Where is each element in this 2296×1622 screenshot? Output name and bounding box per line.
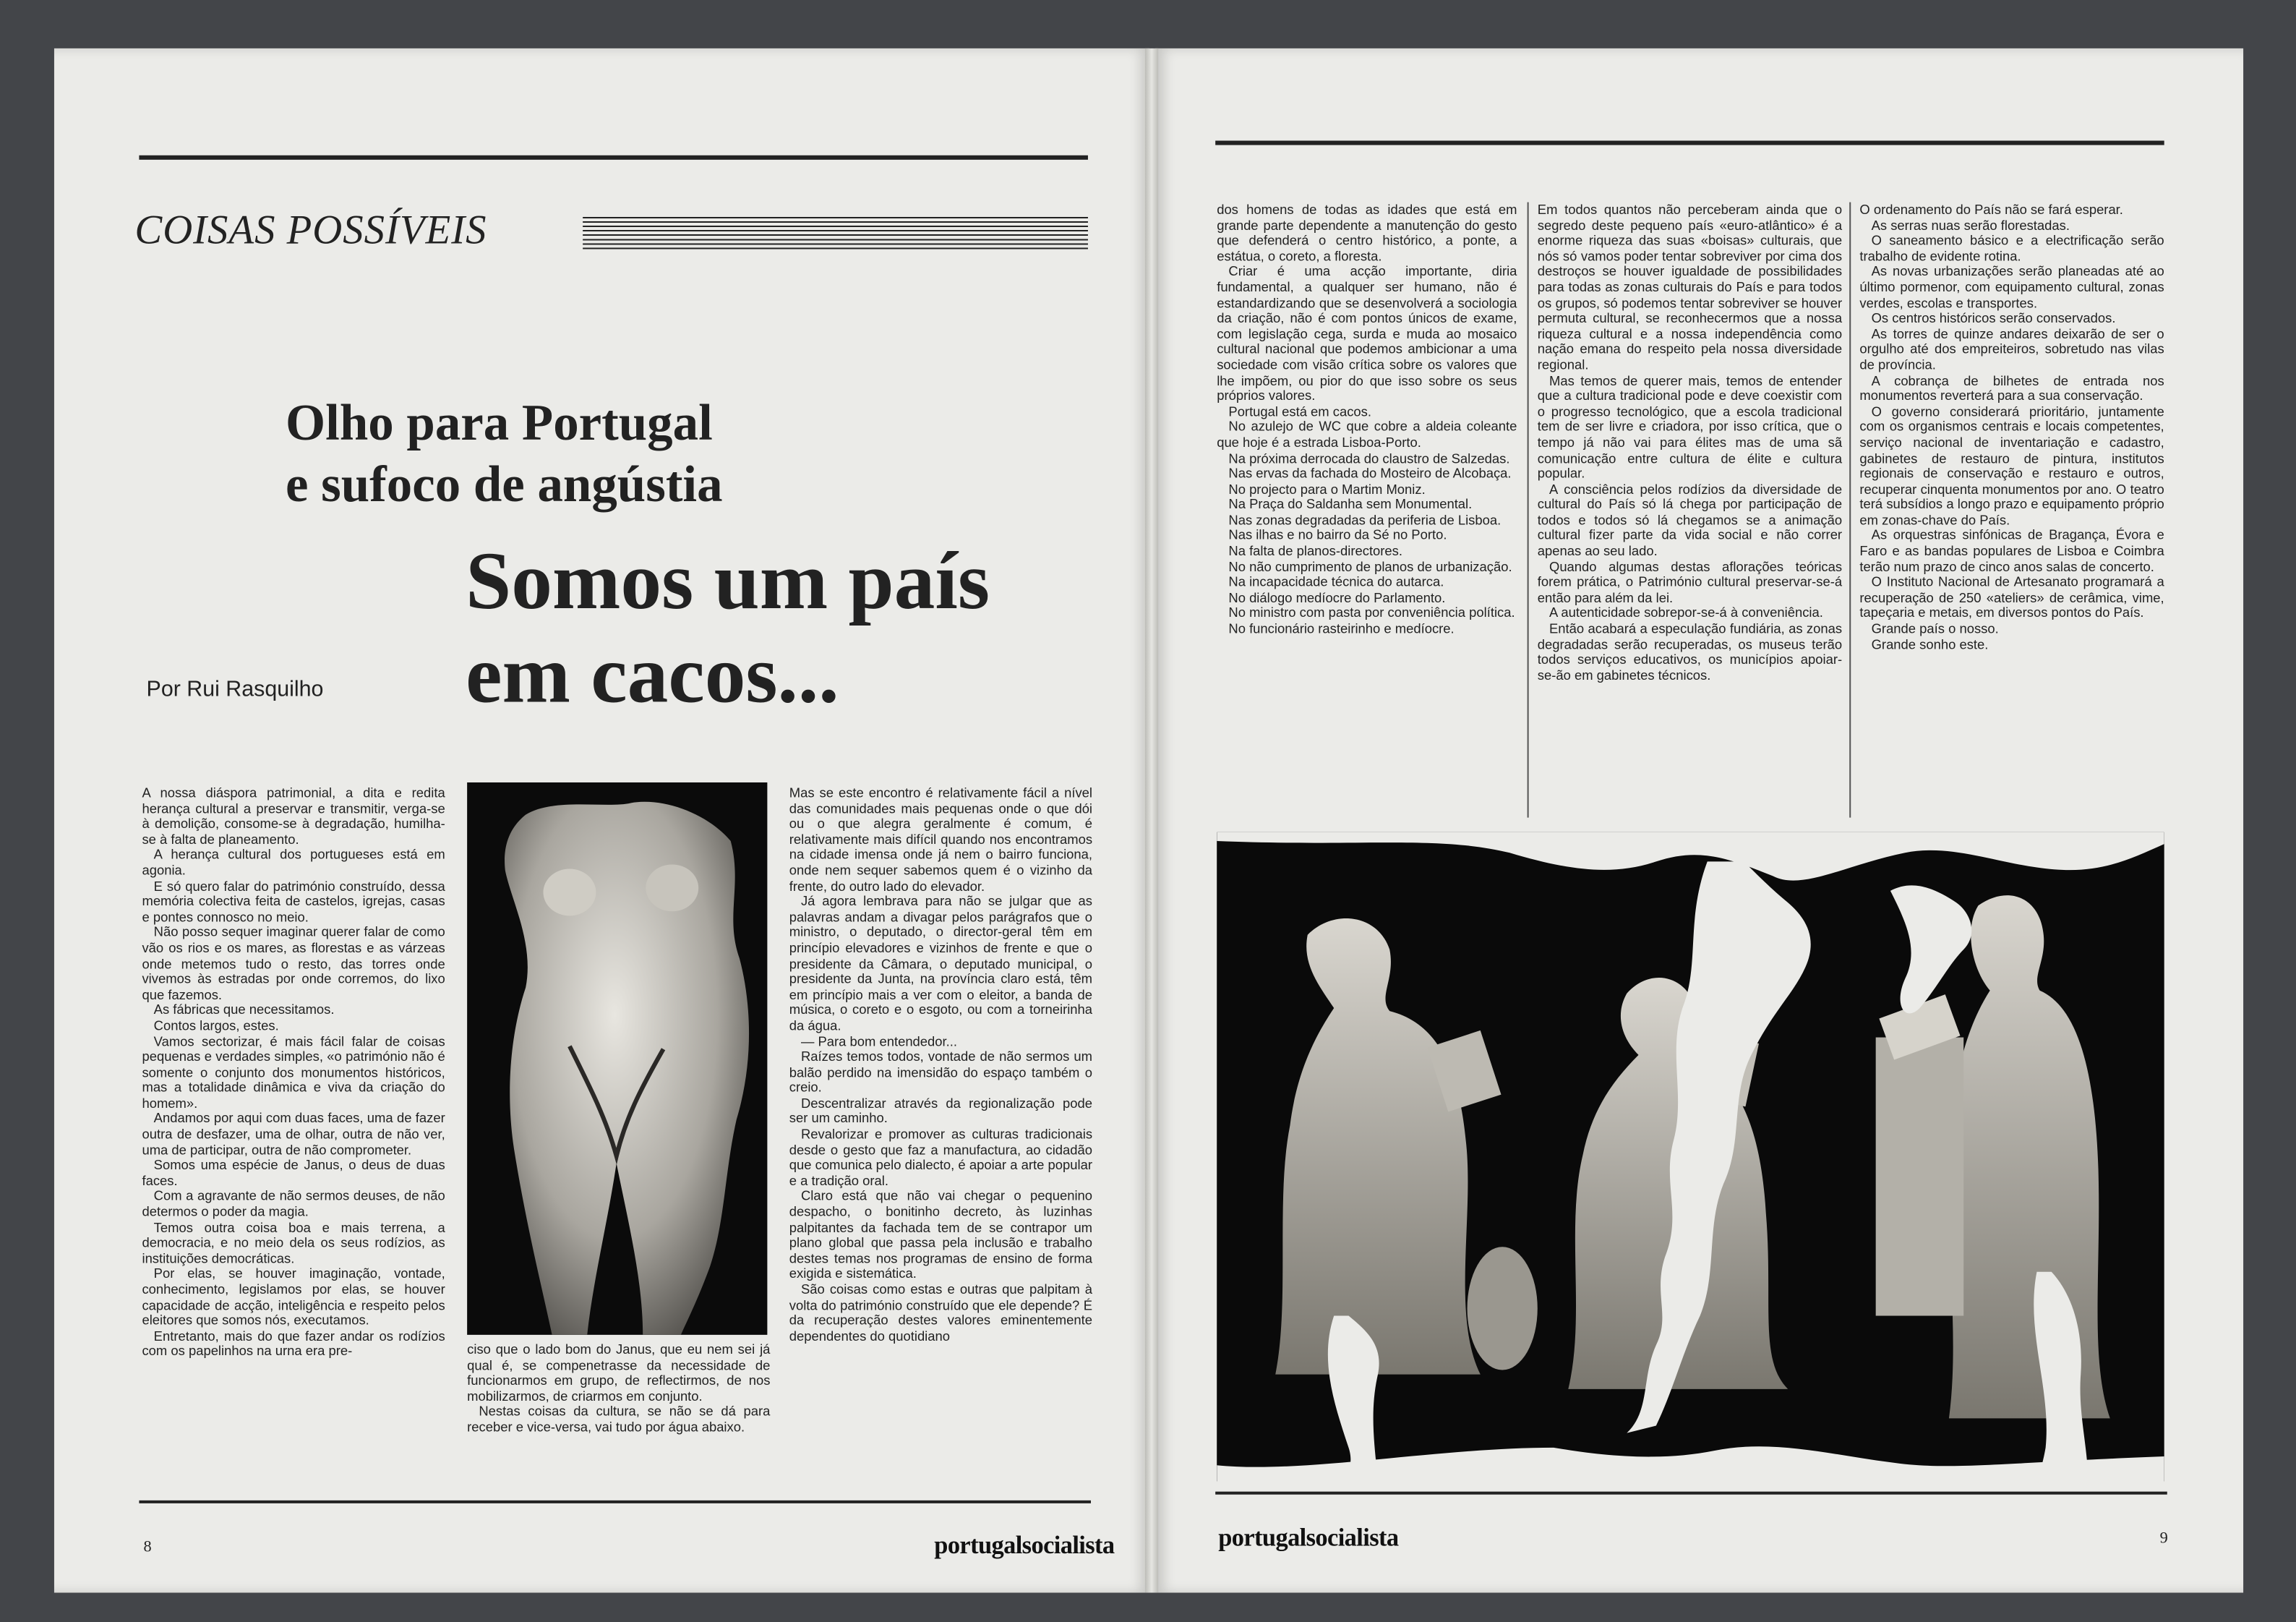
paragraph: Revalorizar e promover as culturas tradicionais desde o gesto que faz a manufactura, ao cidadão que comunica pelo dialecto, é apoiar a arte popular e a tradição oral. [789, 1127, 1093, 1188]
paragraph: Contos largos, estes. [153, 1018, 279, 1033]
byline: Por Rui Rasquilho [146, 677, 324, 702]
paragraph: A cobrança de bilhetes de entrada nos monumentos reverterá para a sua conservação. [1859, 372, 2164, 404]
paragraph: Na Praça do Saldanha sem Monumental. [1228, 497, 1473, 512]
right-top-rule [1215, 141, 2164, 145]
paragraph: — Para bom entendedor... [800, 1033, 958, 1049]
paragraph: Descentralizar através da regionalização pode ser um caminho. [789, 1096, 1093, 1127]
paragraph: Mas se este encontro é relativamente fácil a nível das comunidades mais pequenas onde o que dói ou o que alegra geralmente é comum, é relativamente mais difícil quando nos encontramos na cidade imensa onde já nem o bairro funciona, onde nem sequer sabemos quem é o vizinho da frente, do outro lado do elevador. [789, 785, 1093, 894]
paragraph: Quando algumas destas aflorações teóricas forem prática, o Património cultural preservar-se-á então para além da lei. [1537, 559, 1843, 605]
paragraph: ciso que o lado bom do Janus, que eu nem sei já qual é, se compenetrasse da necessidade de funcionarmos em grupo, de reflectirmos, de nos mobilizarmos, de criarmos em conjunto. [467, 1341, 771, 1404]
left-bottom-rule [139, 1501, 1091, 1503]
right-column-2 [1538, 202, 1842, 821]
paragraph: As novas urbanizações serão planeadas até ao último pormenor, com equipamento cultural, zonas verdes, escolas e transportes. [1859, 264, 2164, 310]
torso-sculpture-photo [467, 782, 767, 1335]
paragraph: Grande país o nosso. [1871, 621, 1999, 636]
left-top-rule [139, 155, 1088, 160]
paragraph: Andamos por aqui com duas faces, uma de fazer outra de desfazer, uma de olhar, outra de não ver, uma de participar, outra de não comprometer. [142, 1111, 445, 1158]
paragraph: E só quero falar do património construído, dessa memória colectiva feita de castelos, igrejas, casas e pontes connosco no meio. [142, 878, 445, 925]
paragraph: As fábricas que necessitamos. [153, 1002, 335, 1017]
right-bottom-rule [1215, 1492, 2167, 1495]
paragraph: No diálogo medíocre do Parlamento. [1228, 590, 1446, 605]
left-column-2 [467, 1342, 770, 1489]
section-hatch-bar [583, 217, 1088, 252]
paragraph: O ordenamento do País não se fará esperar. [1859, 202, 2123, 217]
kicker-line-1: Olho para Portugal [285, 394, 713, 452]
paragraph: Nas zonas degradadas da periferia de Lisboa. [1228, 512, 1502, 528]
paragraph: Nas ilhas e no bairro da Sé no Porto. [1228, 528, 1447, 543]
section-label: COISAS POSSÍVEIS [134, 208, 487, 254]
paragraph: Na próxima derrocada do claustro de Salzedas. [1228, 451, 1510, 466]
paragraph: Portugal está em cacos. [1228, 404, 1372, 419]
paragraph: Os centros históricos serão conservados. [1871, 310, 2116, 326]
left-page-number: 8 [143, 1538, 152, 1556]
paragraph: A nossa diáspora patrimonial, a dita e redita herança cultural a preservar e transmitir, verga-se à demolição, consome-se à degradação, humilha-se à falta de planeamento. [142, 785, 445, 847]
paragraph: Raízes temos todos, vontade de não sermos um balão perdido na imensidão do espaço também o creio. [789, 1049, 1093, 1096]
article-headline [466, 535, 990, 722]
paragraph: Entretanto, mais do que fazer andar os rodízios com os papelinhos na urna era pre- [142, 1328, 445, 1360]
paragraph: No não cumprimento de planos de urbanização. [1228, 559, 1512, 574]
paragraph: O governo considerará prioritário, juntamente com os organismos centrais e locais competentes, serviço nacional de inventariação e cadastro, gabinetes de restauro de pintura, institutos regionais de conservação e restauro e outros, recuperar cinquenta monumentos por ano. O teatro terá subsídios a longo prazo e equipamento próprio em zonas-chave do País. [1859, 404, 2164, 528]
right-column-1 [1217, 202, 1517, 821]
paragraph: Nestas coisas da cultura, se não se dá para receber e vice-versa, vai tudo por água abaixo. [467, 1404, 771, 1435]
paragraph: dos homens de todas as idades que está em grande parte dependente a manutenção do gesto que defenderá o centro histórico, a ponte, a estátua, o coreto, a floresta. [1217, 202, 1517, 264]
paragraph: Então acabará a especulação fundiária, as zonas degradadas serão recuperadas, os museus terão todos serviços educativos, os municípios apoiar-se-ão em gabinetes técnicos. [1537, 621, 1843, 683]
left-column-3 [789, 785, 1092, 1498]
paragraph: A autenticidade sobrepor-se-á à conveniência. [1548, 605, 1823, 620]
magazine-spine [1145, 48, 1158, 1593]
paragraph: As orquestras sinfónicas de Bragança, Évora e Faro e as bandas populares de Lisboa e Coimbra terão num prazo de cinco anos salas de concerto. [1859, 528, 2164, 574]
paragraph: São coisas como estas e outras que palpitam à volta do património construído que ele depende? É da recuperação destes valores eminentemente dependentes do quotidiano [789, 1281, 1093, 1344]
right-col-divider-1 [1528, 202, 1529, 818]
paragraph: Somos uma espécie de Janus, o deus de duas faces. [142, 1158, 445, 1188]
right-col-divider-2 [1849, 202, 1851, 818]
paragraph: Não posso sequer imaginar querer falar de como vão os rios e os mares, as florestas e as várzeas onde metemos tudo o resto, das torres onde vivemos às estradas por onde corremos, do lixo que fazemos. [142, 925, 445, 1002]
paragraph: No funcionário rasteirinho e medíocre. [1228, 621, 1455, 636]
paragraph: A consciência pelos rodízios da diversidade de cultural do País só lá chega por participação de todos e todos só lá chegamos se a animação cultural fizer parte da vida social e não correr apenas ao seu lado. [1537, 481, 1843, 559]
paragraph: Em todos quantos não perceberam ainda que o segredo deste pequeno país «euro-atlântico» é a enorme riqueza das suas «boisas» culturais, que nós só vamos poder tentar sobreviver por cima dos destroços se houver igualdade de possibilidades para todas as zonas culturais do País e para todos os grupos, só podemos tentar sobreviver se houver permuta cultural, se reconhecermos que a nossa riqueza cultural e a nossa independência como nação emana do respeito pela nossa diversidade regional. [1537, 202, 1843, 372]
paragraph: Nas ervas da fachada do Mosteiro de Alcobaça. [1228, 466, 1512, 481]
paragraph: Mas temos de querer mais, temos de entender que a cultura tradicional pode e deve coexistir com o progresso tecnológico, que a escola tradicional tem de ser livre e criadora, por isso crítica, que o tempo já não vai para élites mas de uma sã comunicação entre cultura de élite e cultura popular. [1537, 372, 1843, 481]
paragraph: Por elas, se houver imaginação, vontade, conhecimento, legislamos por elas, se houver capacidade de acção, inteligência e respeito pelos eleitores que somos nós, executamos. [142, 1266, 445, 1328]
paragraph: Já agora lembrava para não se julgar que as palavras andam a divagar pelos parágrafos que o ministro, o deputado, o director-geral têm em princípio elevadores e vizinhos de frente e que o presidente da Câmara, o deputado municipal, o presidente da Junta, na província claro está, têm em princípio mais a ver com o eleitor, a banda de música, o coreto e o esgoto, ou com a torneirinha da água. [789, 894, 1093, 1033]
paragraph: A herança cultural dos portugueses está em agonia. [142, 847, 445, 878]
paragraph: Na falta de planos-directores. [1228, 543, 1403, 559]
right-footer-logo: portugalsocialista [1218, 1524, 1399, 1552]
paragraph: Vamos sectorizar, é mais fácil falar de coisas pequenas e verdades simples, «o património não é somente o conjunto dos monumentos históricos, mas a totalidade dinâmica e viva da criação do homem». [142, 1033, 445, 1111]
paragraph: No ministro com pasta por conveniência política. [1228, 605, 1515, 620]
torn-saints-photo [1217, 832, 2164, 1482]
paragraph: No azulejo de WC que cobre a aldeia coleante que hoje é a estrada Lisboa-Porto. [1217, 419, 1517, 450]
paragraph: Criar é uma acção importante, diria fundamental, a qualquer ser humano, não é estandardizando que se desenvolverá a sociologia da criação, não é com pontos únicos de exame, com legislação cega, surda e muda ao mosaico cultural nacional que podemos ambicionar a uma sociedade com visão crítica sobre os valores que lhe impõem, ou pior do que isso sobre os seus próprios valores. [1217, 264, 1517, 404]
left-footer-logo: portugalsocialista [934, 1531, 1115, 1559]
headline-line-1: Somos um país [466, 536, 990, 628]
paragraph: Na incapacidade técnica do autarca. [1228, 574, 1444, 590]
article-kicker [286, 393, 723, 516]
paragraph: Temos outra coisa boa e mais terrena, a democracia, e no meio dela os seus rodízios, as instituições democráticas. [142, 1220, 445, 1266]
paragraph: No projecto para o Martim Moniz. [1228, 481, 1426, 497]
right-column-3 [1859, 202, 2164, 821]
headline-line-2: em cacos... [466, 630, 839, 721]
paragraph: Grande sonho este. [1871, 636, 1989, 652]
right-page-number: 9 [2159, 1529, 2168, 1548]
paragraph: O saneamento básico e a electrificação serão trabalho de evidente rotina. [1859, 233, 2164, 264]
paragraph: Claro está que não vai chegar o pequenino despacho, o bonitinho decreto, às luzinhas palpitantes da fachada tem de se contrapor um plano global que passa pela inclusão e trabalho destes temas nos programas de ensino de forma exigida e sistemática. [789, 1189, 1093, 1281]
paragraph: As serras nuas serão florestadas. [1871, 218, 2070, 233]
kicker-line-2: e sufoco de angústia [285, 456, 723, 513]
paragraph: O Instituto Nacional de Artesanato programará a recuperação de 250 «ateliers» de cerâmica, vime, tapeçaria e metais, em diversos pontos do País. [1859, 574, 2164, 620]
paragraph: As torres de quinze andares deixarão de ser o orgulho até dos empreiteiros, sobretudo nas vilas de província. [1859, 326, 2164, 372]
paragraph: Com a agravante de não sermos deuses, de não determos o poder da magia. [142, 1189, 445, 1219]
left-column-1 [142, 785, 445, 1498]
